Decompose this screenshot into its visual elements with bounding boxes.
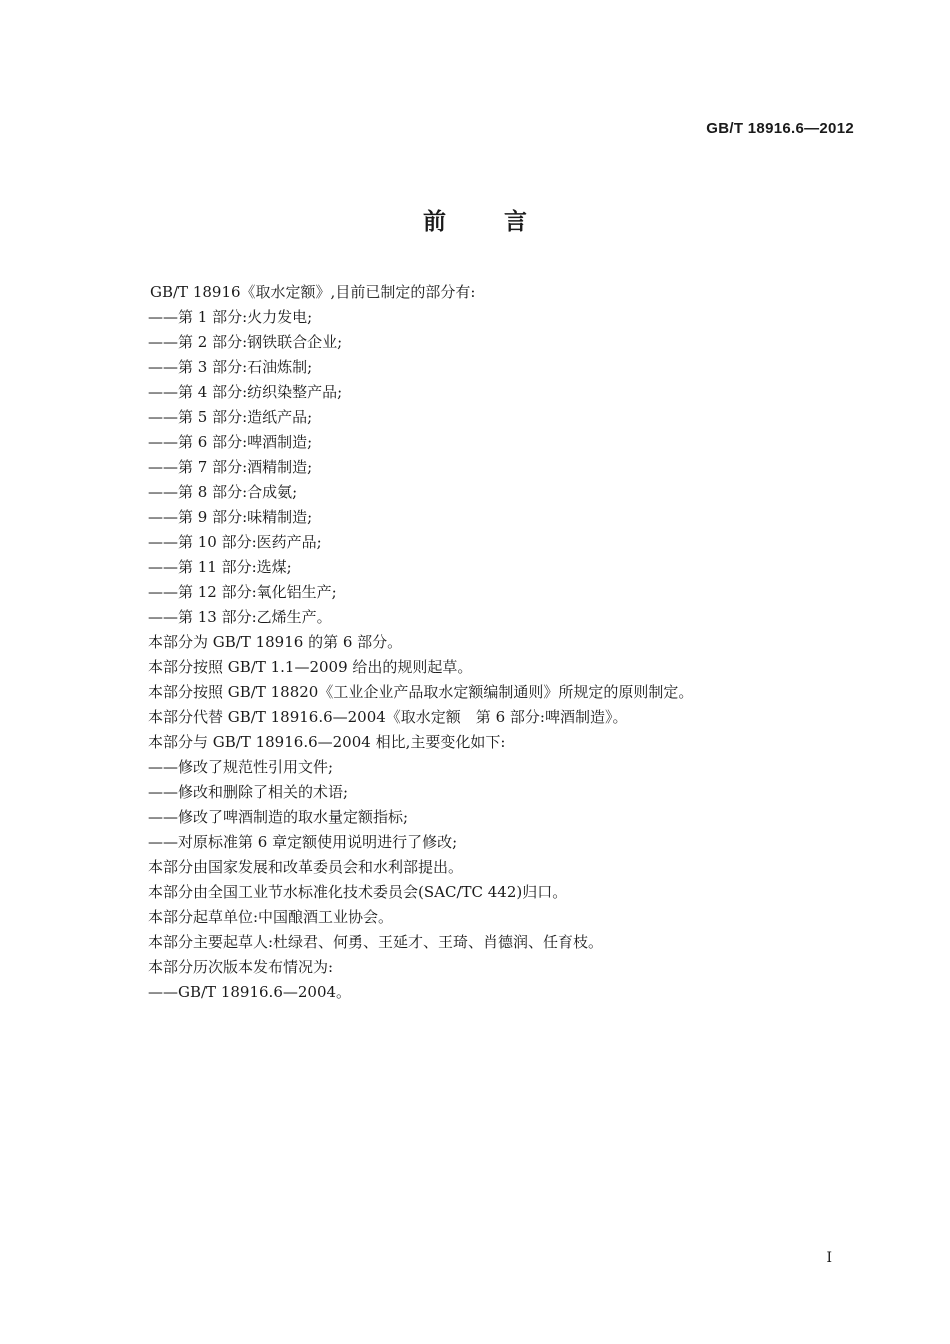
list-item: ——第 13 部分:乙烯生产。 — [148, 608, 332, 626]
list-item: ——第 2 部分:钢铁联合企业; — [148, 333, 343, 351]
paragraph: GB/T 18916《取水定额》,目前已制定的部分有: — [150, 283, 476, 301]
list-item: ——修改了啤酒制造的取水量定额指标; — [148, 808, 409, 826]
paragraph: 本部分由国家发展和改革委员会和水利部提出。 — [148, 858, 464, 876]
list-item: ——修改了规范性引用文件; — [148, 758, 334, 776]
list-item: ——GB/T 18916.6—2004。 — [148, 983, 352, 1001]
standard-code: GB/T 18916.6—2012 — [706, 120, 854, 137]
list-item: ——第 6 部分:啤酒制造; — [148, 433, 313, 451]
page-title: 前言 — [423, 209, 585, 235]
paragraph: 本部分由全国工业节水标准化技术委员会(SAC/TC 442)归口。 — [148, 883, 568, 901]
list-item: ——对原标准第 6 章定额使用说明进行了修改; — [148, 833, 458, 851]
list-item: ——第 7 部分:酒精制造; — [148, 458, 313, 476]
paragraph: 本部分与 GB/T 18916.6—2004 相比,主要变化如下: — [148, 733, 506, 751]
list-item: ——第 1 部分:火力发电; — [148, 308, 313, 326]
paragraph: 本部分起草单位:中国酿酒工业协会。 — [148, 908, 394, 926]
list-item: ——第 12 部分:氧化铝生产; — [148, 583, 337, 601]
list-item: ——第 4 部分:纺织染整产品; — [148, 383, 343, 401]
page-number: I — [826, 1250, 832, 1266]
list-item: ——第 10 部分:医药产品; — [148, 533, 322, 551]
list-item: ——第 11 部分:选煤; — [148, 558, 292, 576]
paragraph: 本部分历次版本发布情况为: — [148, 958, 334, 976]
foreword-body — [148, 280, 868, 1005]
paragraph: 本部分代替 GB/T 18916.6—2004《取水定额 第 6 部分:啤酒制造》。 — [148, 708, 628, 726]
list-item: ——第 8 部分:合成氨; — [148, 483, 298, 501]
list-item: ——第 9 部分:味精制造; — [148, 508, 313, 526]
paragraph: 本部分主要起草人:杜绿君、何勇、王延才、王琦、肖德润、任育枝。 — [148, 933, 604, 951]
paragraph: 本部分按照 GB/T 18820《工业企业产品取水定额编制通则》所规定的原则制定。 — [148, 683, 694, 701]
list-item: ——第 3 部分:石油炼制; — [148, 358, 313, 376]
list-item: ——修改和删除了相关的术语; — [148, 783, 349, 801]
paragraph: 本部分为 GB/T 18916 的第 6 部分。 — [148, 633, 403, 651]
list-item: ——第 5 部分:造纸产品; — [148, 408, 313, 426]
paragraph: 本部分按照 GB/T 1.1—2009 给出的规则起草。 — [148, 658, 473, 676]
